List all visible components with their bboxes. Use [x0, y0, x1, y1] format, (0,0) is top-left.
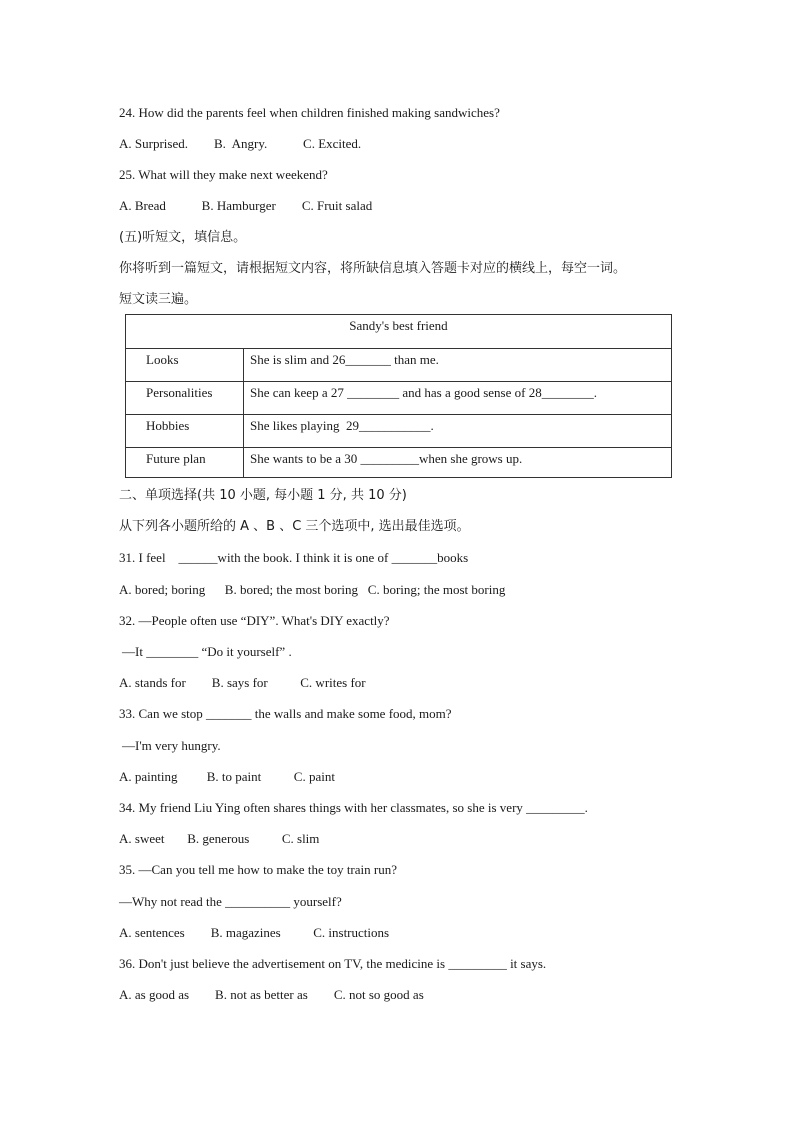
table-row — [126, 414, 671, 447]
table-row-label: Hobbies — [126, 415, 244, 447]
question-34: 34. My friend Liu Ying often shares things with her classmates, so she is very _________. — [119, 800, 588, 815]
question-33-reply: —I'm very hungry. — [122, 738, 221, 753]
section-2-instruction: 从下列各小题所给的 A 、B 、C 三个选项中, 选出最佳选项。 — [119, 519, 470, 534]
question-32: 32. —People often use “DIY”. What's DIY exactly? — [119, 613, 390, 628]
section-5-title: (五)听短文，填信息。 — [119, 230, 247, 245]
question-36-options: A. as good as B. not as better as C. not so good as — [119, 987, 424, 1002]
table-row-content: She is slim and 26_______ than me. — [250, 352, 439, 367]
table-row-label: Future plan — [126, 448, 244, 478]
question-25: 25. What will they make next weekend? — [119, 167, 328, 182]
question-35-options: A. sentences B. magazines C. instructions — [119, 925, 390, 940]
question-36: 36. Don't just believe the advertisement on TV, the medicine is _________ it says. — [119, 956, 547, 971]
info-table — [125, 314, 672, 478]
question-35-reply: —Why not read the __________ yourself? — [119, 894, 342, 909]
table-row-content: She likes playing 29___________. — [250, 418, 434, 433]
question-24: 24. How did the parents feel when children finished making sandwiches? — [119, 105, 500, 120]
question-25-options: A. Bread B. Hamburger C. Fruit salad — [119, 198, 373, 213]
question-33: 33. Can we stop _______ the walls and make some food, mom? — [119, 706, 452, 721]
table-title: Sandy's best friend — [349, 318, 448, 333]
table-row — [126, 348, 671, 381]
section-2-title: 二、单项选择(共 10 小题, 每小题 1 分, 共 10 分) — [119, 488, 407, 503]
table-row-content: She wants to be a 30 _________when she grows up. — [250, 451, 523, 466]
question-34-options: A. sweet B. generous C. slim — [119, 831, 320, 846]
table-row — [126, 381, 671, 414]
question-31-options: A. bored; boring B. bored; the most boring C. boring; the most boring — [119, 582, 506, 597]
question-32-reply: —It ________ “Do it yourself” . — [122, 644, 292, 659]
question-24-options: A. Surprised. B. Angry. C. Excited. — [119, 136, 362, 151]
section-5-instruction: 你将听到一篇短文，请根据短文内容，将所缺信息填入答题卡对应的横线上，每空一词。 — [119, 261, 627, 276]
table-row-label: Personalities — [126, 382, 244, 414]
question-33-options: A. painting B. to paint C. paint — [119, 769, 335, 784]
table-row — [126, 447, 671, 478]
table-row-content: She can keep a 27 ________ and has a good sense of 28________. — [250, 385, 597, 400]
question-31: 31. I feel ______with the book. I think it is one of _______books — [119, 550, 469, 565]
question-32-options: A. stands for B. says for C. writes for — [119, 675, 366, 690]
question-35: 35. —Can you tell me how to make the toy train run? — [119, 862, 397, 877]
section-5-note: 短文读三遍。 — [119, 292, 198, 307]
table-row-label: Looks — [126, 349, 244, 381]
